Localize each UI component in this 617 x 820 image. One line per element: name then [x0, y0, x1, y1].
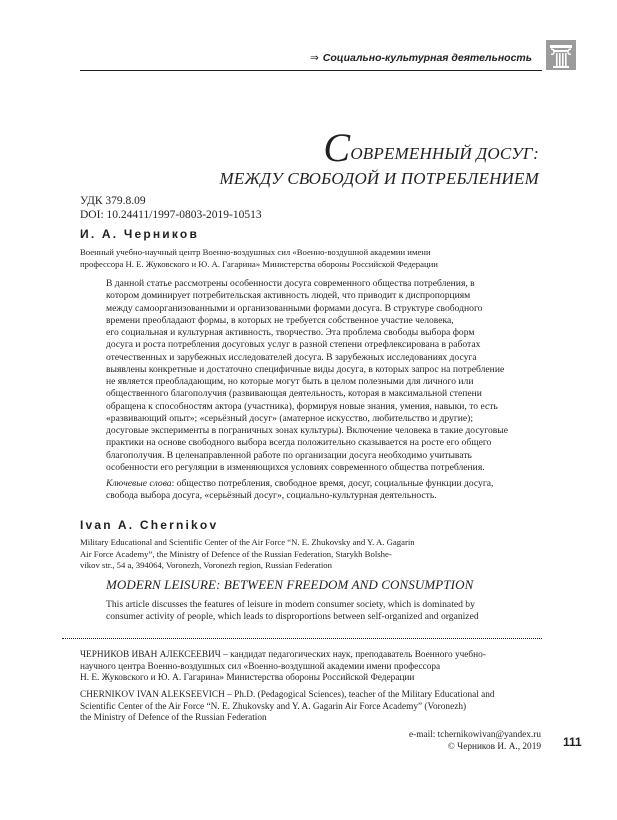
author-affiliation-en	[80, 537, 540, 572]
bio-line: ЧЕРНИКОВ ИВАН АЛЕКСЕЕВИЧ – кандидат педагогических наук, преподаватель Военного учебно-	[80, 650, 486, 660]
section-name: Социально-культурная деятельность	[322, 52, 532, 64]
abstract-line: не является преобладающим, но которые могут быть в целом полезными для личного или	[106, 376, 474, 387]
abstract-line: особенности его регуляции в изменяющихся условиях современного общества потребления.	[106, 461, 485, 473]
affiliation-line: vikov str., 54 a, 394064, Voronezh, Voronezh region, Russian Federation	[80, 560, 332, 570]
affiliation-line: профессора Н. Е. Жуковского и Ю. А. Гагарина» Министерства обороны Российской Федерации	[80, 258, 438, 269]
abstract-line: consumer activity of people, which leads to disproportions between self-organized and organized	[106, 611, 479, 623]
abstract-en	[106, 599, 538, 624]
affiliation-line: Air Force Academy”, the Ministry of Defence of the Russian Federation, Starykh Bolshe-	[80, 548, 392, 559]
copyright: © Черников И. А., 2019	[447, 742, 541, 752]
keywords-line	[106, 478, 538, 490]
author-name-ru: И. А. Черников	[80, 227, 200, 241]
bio-line: Scientific Center of the Air Force “N. E. Zhukovsky and Y. A. Gagarin Air Force Academy” (Voronezh)	[80, 701, 467, 712]
bio-line: the Ministry of Defence of the Russian Federation	[80, 713, 267, 724]
abstract-line: В данной статье рассмотрены особенности досуга современного общества потребления, в	[106, 278, 475, 289]
dotted-divider	[62, 638, 542, 639]
abstract-line: This article discusses the features of leisure in modern consumer society, which is dominated by	[106, 599, 475, 610]
abstract-line: общественного благополучия (развивающая деятельность, которая в максимальной степени	[106, 388, 482, 400]
bio-line: CHERNIKOV IVAN ALEKSEEVICH – Ph.D. (Pedagogical Sciences), teacher of the Military Educational and	[80, 690, 495, 700]
abstract-line: между самоорганизованными и организованными формами досуга. В структуре свободного	[106, 302, 483, 314]
section-title	[310, 52, 532, 64]
abstract-line: времени преобладают формы, в которых не требуется собственное участие человека,	[106, 314, 454, 326]
page-number: 111	[563, 735, 582, 749]
abstract-line: котором доминирует потребительская активность людей, что приводит к диспропорциям	[106, 290, 471, 302]
article-title-en: MODERN LEISURE: BETWEEN FREEDOM AND CONSUMPTION	[106, 577, 474, 592]
arrow-icon: ⇒	[309, 52, 319, 64]
abstract-line: практики на основе свободного выбора всегда положительно сказывается на росте его общего	[106, 437, 492, 449]
title-line-1-text: ОВРЕМЕННЫЙ ДОСУГ:	[350, 144, 539, 163]
author-name-en: Ivan A. Chernikov	[80, 518, 219, 532]
abstract-ru	[106, 278, 538, 474]
keywords-ru	[106, 478, 538, 503]
keywords-separator: :	[171, 478, 177, 489]
running-header	[80, 48, 542, 71]
abstract-line: обращена к способностям актора (участника), формируя новые знания, умения, навыки, то есть	[106, 400, 498, 412]
author-bio-en	[80, 690, 540, 725]
abstract-line: выявлены конкретные и достаточно специфичные виды досуга, в которых запрос на потребление	[106, 363, 505, 375]
title-line-1	[220, 125, 539, 170]
keywords-text: общество потребления, свободное время, досуг, социальные функции досуга,	[176, 478, 494, 489]
affiliation-line: Military Educational and Scientific Center of the Air Force “N. E. Zhukovsky and Y. A. Gagarin	[80, 537, 415, 547]
column-capital-icon	[546, 40, 576, 70]
abstract-line: досуга и роста потребления досуговых услуг в разной степени отрефлексирована в работах	[106, 339, 481, 351]
udk-code: УДК 379.8.09	[80, 195, 146, 207]
bio-line: Н. Е. Жуковского и Ю. А. Гагарина» Министерства обороны Российской Федерации	[80, 673, 415, 684]
abstract-line: досуговые эксперименты в пограничных зонах культуры). Включение человека в такие досуговые	[106, 425, 508, 436]
doi-link[interactable]: DOI: 10.24411/1997-0803-2019-10513	[80, 209, 262, 221]
title-line-2: МЕЖДУ СВОБОДОЙ И ПОТРЕБЛЕНИЕМ	[219, 169, 539, 188]
keywords-label: Ключевые слова	[106, 478, 172, 489]
article-title	[219, 125, 539, 190]
author-affiliation-ru	[80, 247, 540, 270]
abstract-line: отечественных и зарубежных исследователей досуга. В зарубежных исследованиях досуга	[106, 351, 477, 363]
title-initial: С	[323, 125, 351, 170]
author-email[interactable]: e-mail: tchernikowivan@yandex.ru	[409, 730, 541, 740]
abstract-line: его социальная и культурная активность, творчество. Эта проблема свободы выбора форм	[106, 327, 475, 338]
bio-line: научного центра Военно-воздушных сил «Военно-воздушной академии имени профессора	[80, 661, 441, 672]
abstract-line: благополучия. В целенаправленной работе по организации досуга необходимо учитывать	[106, 449, 472, 461]
affiliation-line: Военный учебно-научный центр Военно-воздушных сил «Военно-воздушной академии имени	[80, 247, 431, 257]
abstract-line: «развивающий опыт»; «серьёзный досуг» (аматерное искусство, любительство и другие);	[106, 412, 474, 424]
author-bio-ru	[80, 650, 540, 685]
keywords-line: свобода выбора досуга, «серьёзный досуг», социально-культурная деятельность.	[106, 490, 437, 502]
